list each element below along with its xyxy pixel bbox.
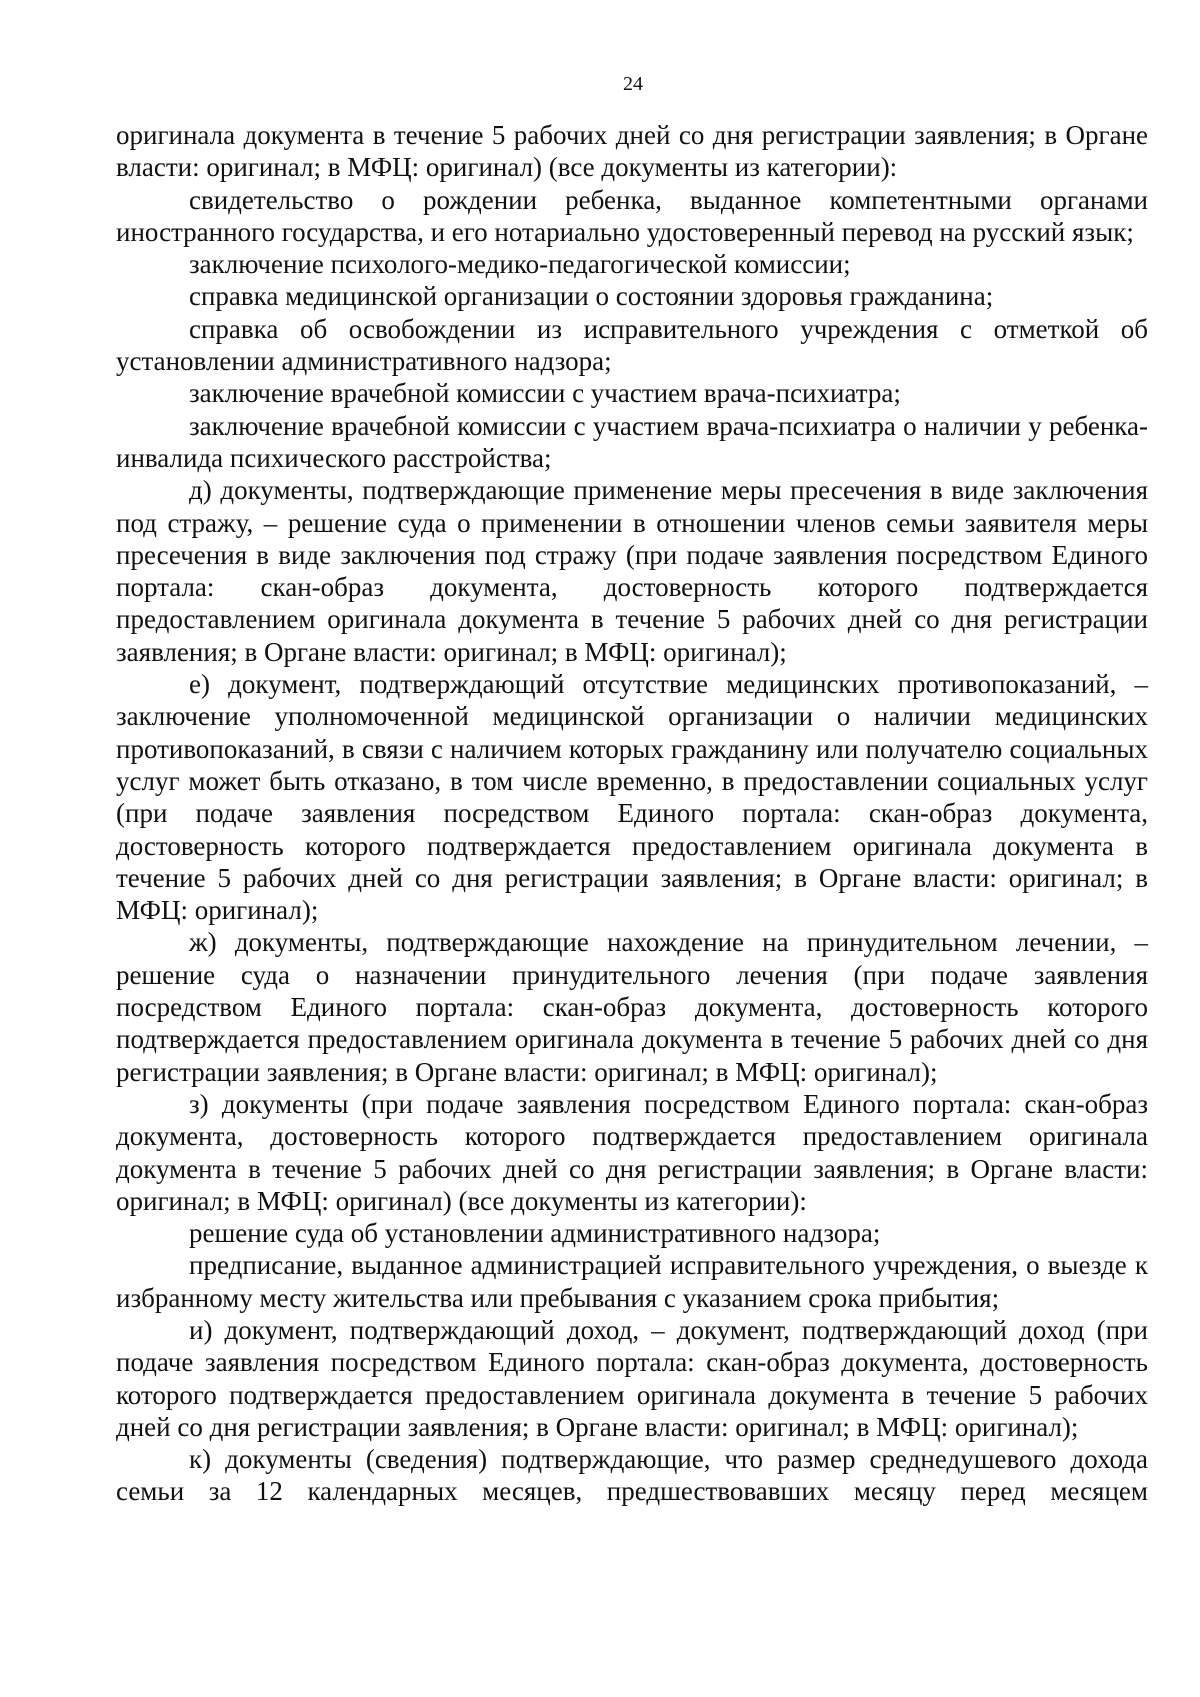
paragraph-k-average-income: к) документы (сведения) подтверждающие, что размер среднедушевого дохода семьи за 12 календарных месяцев, предшествовавших месяцу перед месяцем (116, 1444, 1148, 1507)
paragraph-i-income: и) документ, подтверждающий доход, – документ, подтверждающий доход (при подаче заявления посредством Единого портала: скан-образ документа, достоверность которого подтверждается предоставлением оригинала документа в течение 5 рабочих дней со дня регистрации заявления; в Органе власти: оригинал; в МФЦ: оригинал); (116, 1314, 1148, 1442)
list-item-pmpk-conclusion: заключение психолого-медико-педагогической комиссии; (189, 249, 851, 280)
list-item-release-certificate: справка об освобождении из исправительного учреждения с отметкой об установлении административного надзора; (116, 313, 1148, 377)
list-item-psychiatrist-commission-child: заключение врачебной комиссии с участием врача-психиатра о наличии у ребенка-инвалида психического расстройства; (116, 410, 1148, 473)
list-item-court-decision-supervision: решение суда об установлении административного надзора; (189, 1218, 881, 1249)
list-item-psychiatrist-commission: заключение врачебной комиссии с участием врача-психиатра; (189, 378, 901, 409)
paragraph-d-detention: д) документы, подтверждающие применение меры пресечения в виде заключения под стражу, – решение суда о применении в отношении членов семьи заявителя меры пресечения в виде заключения под стражу (при подаче заявления посредством Единого портала: скан-образ документа, достоверность которого подтверждается предоставлением оригинала документа в течение 5 рабочих дней со дня регистрации заявления; в Органе власти: оригинал; в МФЦ: оригинал); (116, 475, 1148, 667)
list-item-prescription-arrival: предписание, выданное администрацией исправительного учреждения, о выезде к избранному месту жительства или пребывания с указанием срока прибытия; (116, 1250, 1148, 1313)
document-body (116, 119, 1148, 1508)
list-item-birth-certificate: свидетельство о рождении ребенка, выданное компетентными органами иностранного государства, и его нотариально удостоверенный перевод на русский язык; (116, 184, 1148, 247)
list-item-medical-certificate: справка медицинской организации о состоянии здоровья гражданина; (189, 281, 994, 312)
paragraph-continuation: оригинала документа в течение 5 рабочих дней со дня регистрации заявления; в Органе власти: оригинал; в МФЦ: оригинал) (все документы из категории): (116, 120, 1148, 183)
paragraph-zh-compulsory-treatment: ж) документы, подтверждающие нахождение на принудительном лечении, – решение суда о назначении принудительного лечения (при подаче заявления посредством Единого портала: скан-образ документа, достоверность которого подтверждается предоставлением оригинала документа в течение 5 рабочих дней со дня регистрации заявления; в Органе власти: оригинал; в МФЦ: оригинал); (116, 927, 1148, 1087)
page-number: 24 (623, 73, 643, 95)
paragraph-e-medical-contraindications: е) документ, подтверждающий отсутствие медицинских противопоказаний, – заключение уполномоченной медицинской организации о наличии медицинских противопоказаний, в связи с наличием которых гражданину или получателю социальных услуг может быть отказано, в том числе временно, в предоставлении социальных услуг (при подаче заявления посредством Единого портала: скан-образ документа, достоверность которого подтверждается предоставлением оригинала документа в течение 5 рабочих дней со дня регистрации заявления; в Органе власти: оригинал; в МФЦ: оригинал); (116, 669, 1148, 926)
paragraph-z-documents: з) документы (при подаче заявления посредством Единого портала: скан-образ документа, достоверность которого подтверждается предоставлением оригинала документа в течение 5 рабочих дней со дня регистрации заявления; в Органе власти: оригинал; в МФЦ: оригинал) (все документы из категории): (116, 1088, 1148, 1216)
